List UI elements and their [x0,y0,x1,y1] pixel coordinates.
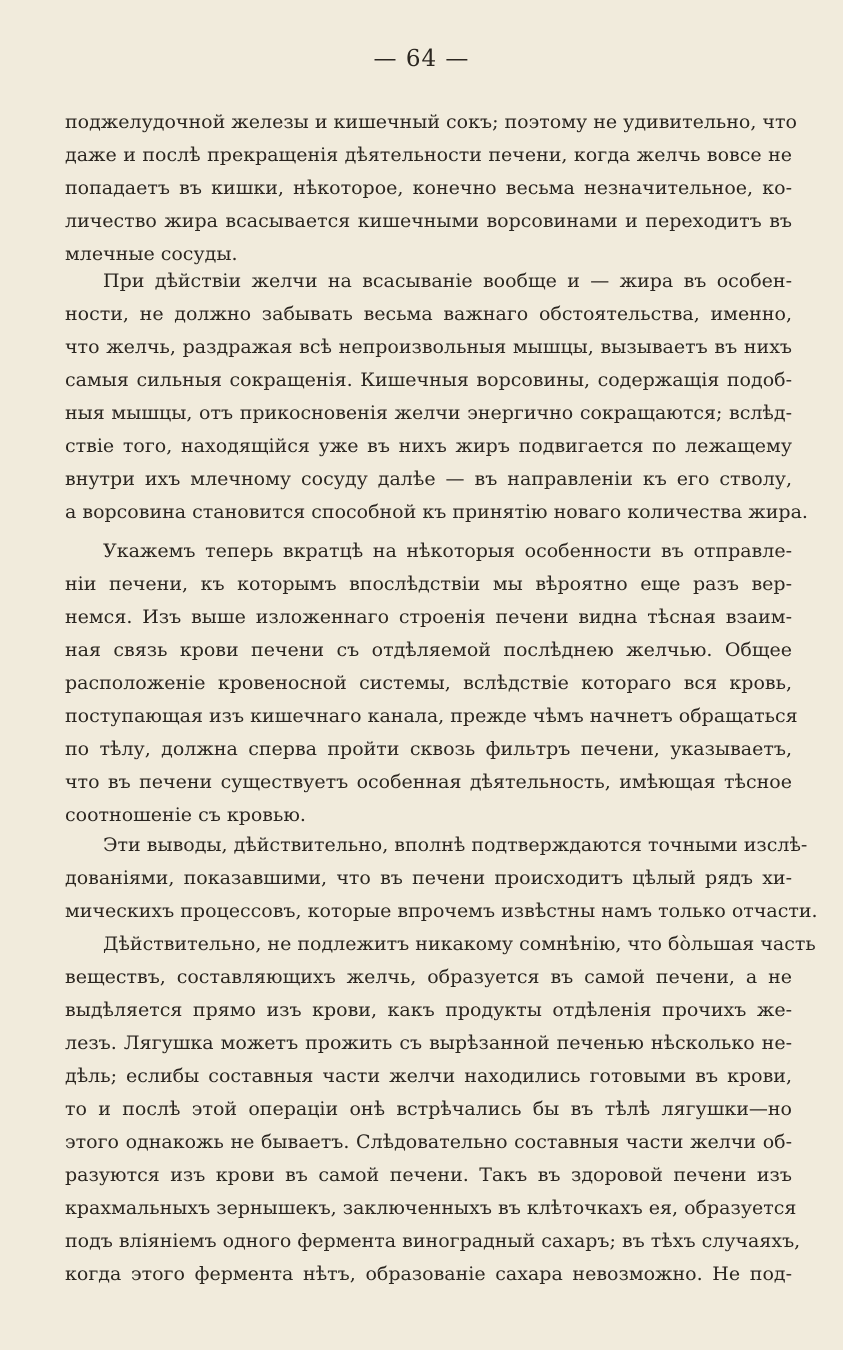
text-line: по тѣлу, должна сперва пройти сквозь фильтръ печени, указываетъ, [65,738,792,760]
text-line: ныя мышцы, отъ прикосновенія желчи энергично сокращаются; вслѣд- [65,402,792,424]
text-line: ствіе того, находящійся уже въ нихъ жиръ подвигается по лежащему [65,435,792,457]
page-number: — 64 — [373,46,470,72]
text-line: соотношеніе съ кровью. [65,804,306,826]
text-line: этого однакожь не бываетъ. Слѣдовательно составныя части желчи об- [65,1131,792,1153]
text-line: когда этого фермента нѣтъ, образованіе сахара невозможно. Не под- [65,1263,792,1285]
text-line: внутри ихъ млечному сосуду далѣе — въ направленіи къ его стволу, [65,468,792,490]
text-line: дованіями, показавшими, что въ печени происходитъ цѣлый рядъ хи- [65,867,792,889]
text-line: что желчь, раздражая всѣ непроизвольныя мышцы, вызываетъ въ нихъ [65,336,792,358]
text-line: даже и послѣ прекращенія дѣятельности печени, когда желчь вовсе не [65,144,792,166]
text-line: Укажемъ теперь вкратцѣ на нѣкоторыя особенности въ отправле- [103,540,792,562]
text-line: выдѣляется прямо изъ крови, какъ продукты отдѣленія прочихъ же- [65,999,792,1021]
text-line: то и послѣ этой операціи онѣ встрѣчались бы въ тѣлѣ лягушки—но [65,1098,792,1120]
text-line: что въ печени существуетъ особенная дѣятельность, имѣющая тѣсное [65,771,792,793]
text-line: личество жира всасывается кишечными ворсовинами и переходитъ въ [65,210,792,232]
text-line: лезъ. Лягушка можетъ прожить съ вырѣзанной печенью нѣсколько не- [65,1032,792,1054]
text-line: разуются изъ крови въ самой печени. Такъ въ здоровой печени изъ [65,1164,792,1186]
text-line: млечные сосуды. [65,243,238,265]
text-line: попадаетъ въ кишки, нѣкоторое, конечно весьма незначительное, ко- [65,177,792,199]
text-line: мическихъ процессовъ, которые впрочемъ извѣстны намъ только отчасти. [65,900,818,922]
text-line: самыя сильныя сокращенія. Кишечныя ворсовины, содержащія подоб- [65,369,792,391]
text-line: Эти выводы, дѣйствительно, вполнѣ подтверждаются точными изслѣ- [103,834,808,856]
text-line: подъ вліяніемъ одного фермента виноградный сахаръ; въ тѣхъ случаяхъ, [65,1230,801,1252]
text-line: ности, не должно забывать весьма важнаго обстоятельства, именно, [65,303,792,325]
text-line: поджелудочной железы и кишечный сокъ; поэтому не удивительно, что [65,111,797,133]
text-line: поступающая изъ кишечнаго канала, прежде чѣмъ начнетъ обращаться [65,705,798,727]
text-line: веществъ, составляющихъ желчь, образуется въ самой печени, а не [65,966,792,988]
text-line: расположеніе кровеносной системы, вслѣдствіе котораго вся кровь, [65,672,792,694]
text-line: а ворсовина становится способной къ принятію новаго количества жира. [65,501,808,523]
text-line: ніи печени, къ которымъ впослѣдствіи мы вѣроятно еще разъ вер- [65,573,792,595]
text-line: ная связь крови печени съ отдѣляемой послѣднею желчью. Общее [65,639,792,661]
text-line: При дѣйствіи желчи на всасываніе вообще и — жира въ особен- [103,270,792,292]
text-line: немся. Изъ выше изложеннаго строенія печени видна тѣсная взаим- [65,606,792,628]
text-line: дѣль; еслибы составныя части желчи находились готовыми въ крови, [65,1065,792,1087]
text-line: крахмальныхъ зернышекъ, заключенныхъ въ клѣточкахъ ея, образуется [65,1197,797,1219]
text-line: Дѣйствительно, не подлежитъ никакому сомнѣнію, что бо̀льшая часть [103,933,816,955]
